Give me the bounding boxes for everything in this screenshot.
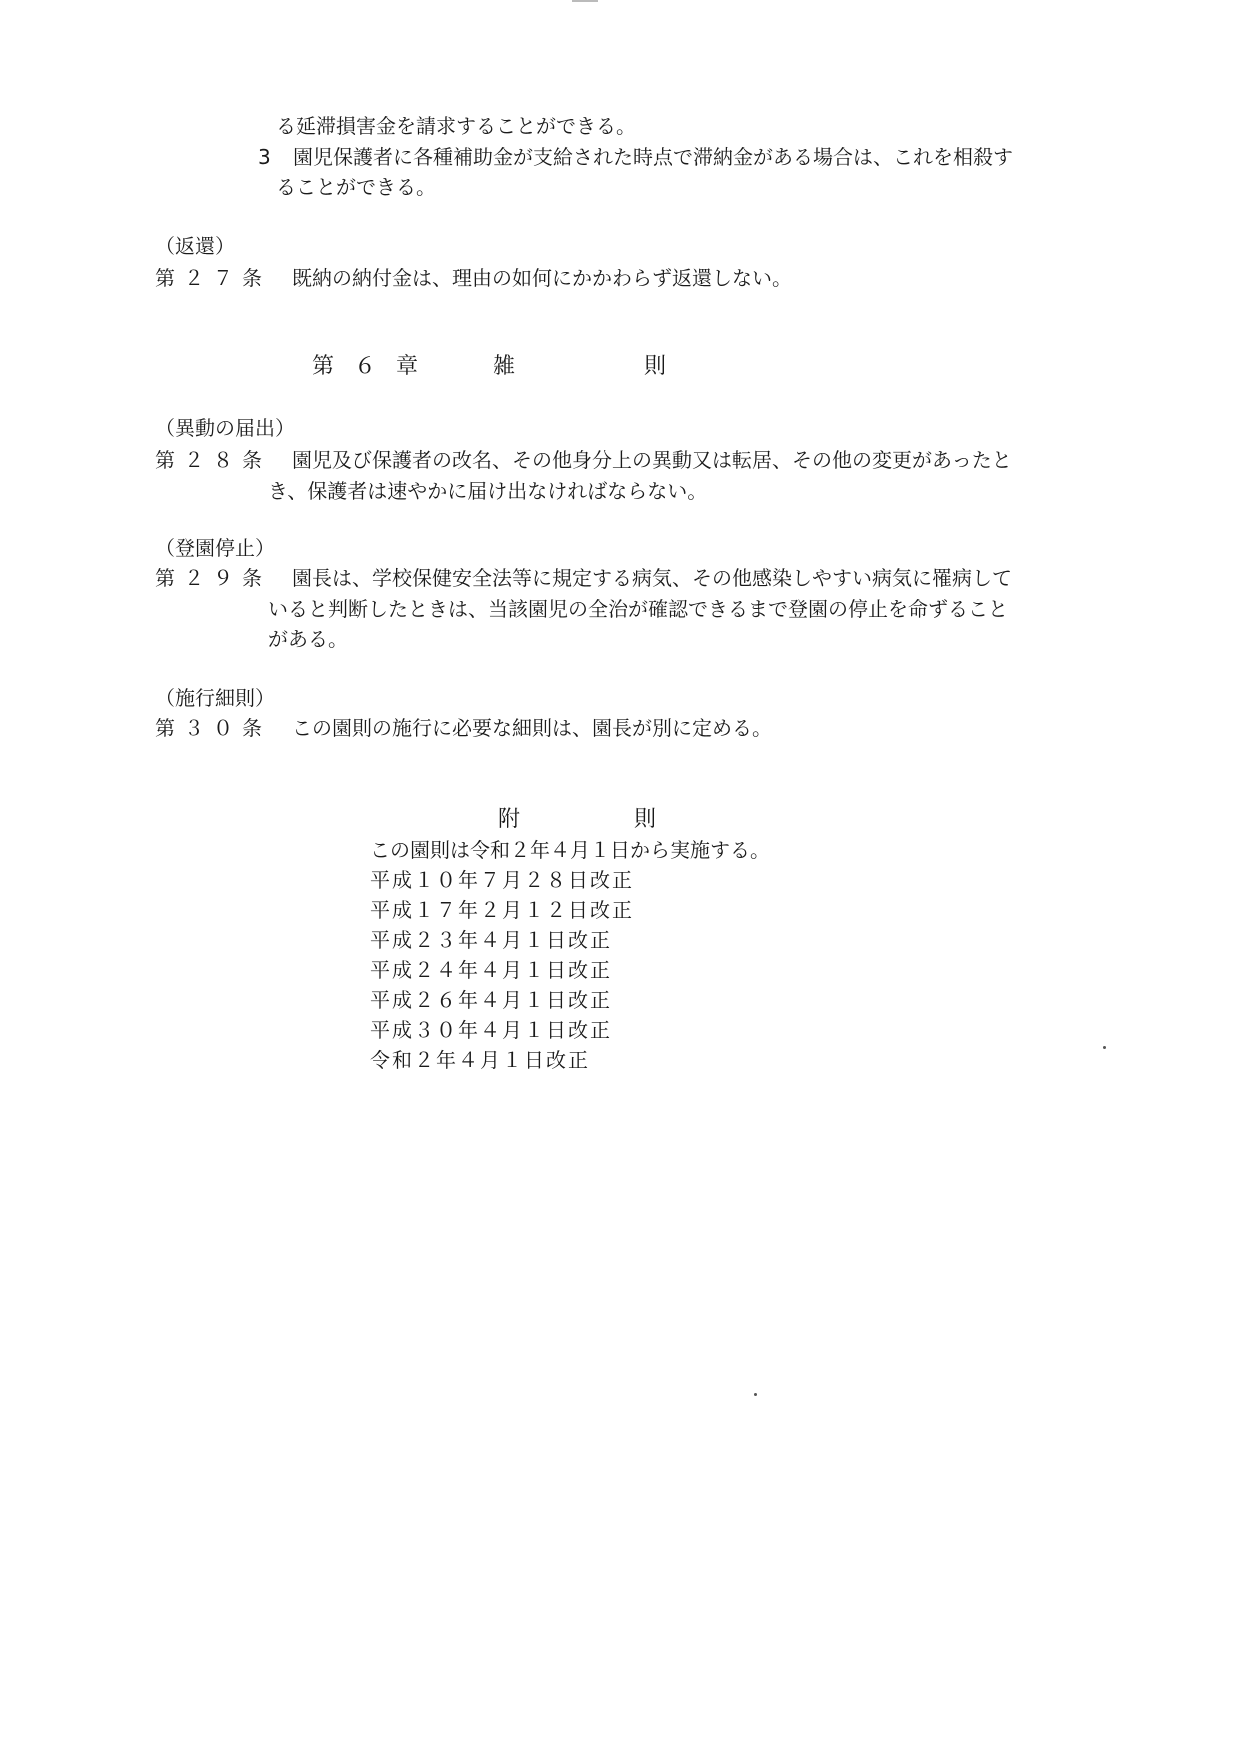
article28-label: 第２８条 xyxy=(155,448,271,472)
article27-label: 第２７条 xyxy=(155,266,271,290)
article26-line1: る延滞損害金を請求することができる。 xyxy=(276,114,636,138)
article27-heading: （返還） xyxy=(155,234,235,258)
scan-mark-top xyxy=(572,0,598,2)
scan-dot-bottom xyxy=(754,1393,757,1396)
article29-heading: （登園停止） xyxy=(155,536,275,560)
article30-text: この園則の施行に必要な細則は、園長が別に定める。 xyxy=(292,716,772,740)
article29-line3: がある。 xyxy=(268,627,348,651)
article29-line1: 園長は、学校保健安全法等に規定する病気、その他感染しやすい病気に罹病して xyxy=(292,566,1012,590)
article30-heading: （施行細則） xyxy=(155,686,275,710)
supplementary-title-char1: 附 xyxy=(498,807,521,832)
scan-dot-right xyxy=(1103,1046,1106,1049)
supplementary-title-char2: 則 xyxy=(634,807,657,832)
article26-para3-number: 3 xyxy=(258,145,271,169)
supplementary-effective-date: この園則は令和２年４月１日から実施する。 xyxy=(370,838,770,862)
article27-text: 既納の納付金は、理由の如何にかかわらず返還しない。 xyxy=(292,266,792,290)
article29-label: 第２９条 xyxy=(155,566,271,590)
amendment-line: 平成２６年４月１日改正 xyxy=(370,988,612,1012)
article26-para3-line2: ることができる。 xyxy=(276,175,436,199)
article28-heading: （異動の届出） xyxy=(155,416,295,440)
amendment-line: 平成１７年２月１２日改正 xyxy=(370,898,634,922)
article28-line1: 園児及び保護者の改名、その他身分上の異動又は転居、その他の変更があったと xyxy=(292,448,1012,472)
chapter-heading xyxy=(312,356,672,382)
amendment-line: 平成３０年４月１日改正 xyxy=(370,1018,612,1042)
amendment-line: 平成２３年４月１日改正 xyxy=(370,928,612,952)
article28-line2: き、保護者は速やかに届け出なければならない。 xyxy=(268,479,708,503)
article26-para3-line1: 園児保護者に各種補助金が支給された時点で滞納金がある場合は、これを相殺す xyxy=(293,145,1013,169)
chapter-title-char1: 雑 xyxy=(493,354,516,379)
chapter-number: 第６章 xyxy=(312,354,439,379)
chapter-title-char2: 則 xyxy=(644,354,667,379)
amendment-line: 平成１０年７月２８日改正 xyxy=(370,868,634,892)
amendment-line: 令和２年４月１日改正 xyxy=(370,1048,590,1072)
article30-label: 第３０条 xyxy=(155,716,271,740)
article29-line2: いると判断したときは、当該園児の全治が確認できるまで登園の停止を命ずること xyxy=(268,597,1008,621)
amendment-line: 平成２４年４月１日改正 xyxy=(370,958,612,982)
